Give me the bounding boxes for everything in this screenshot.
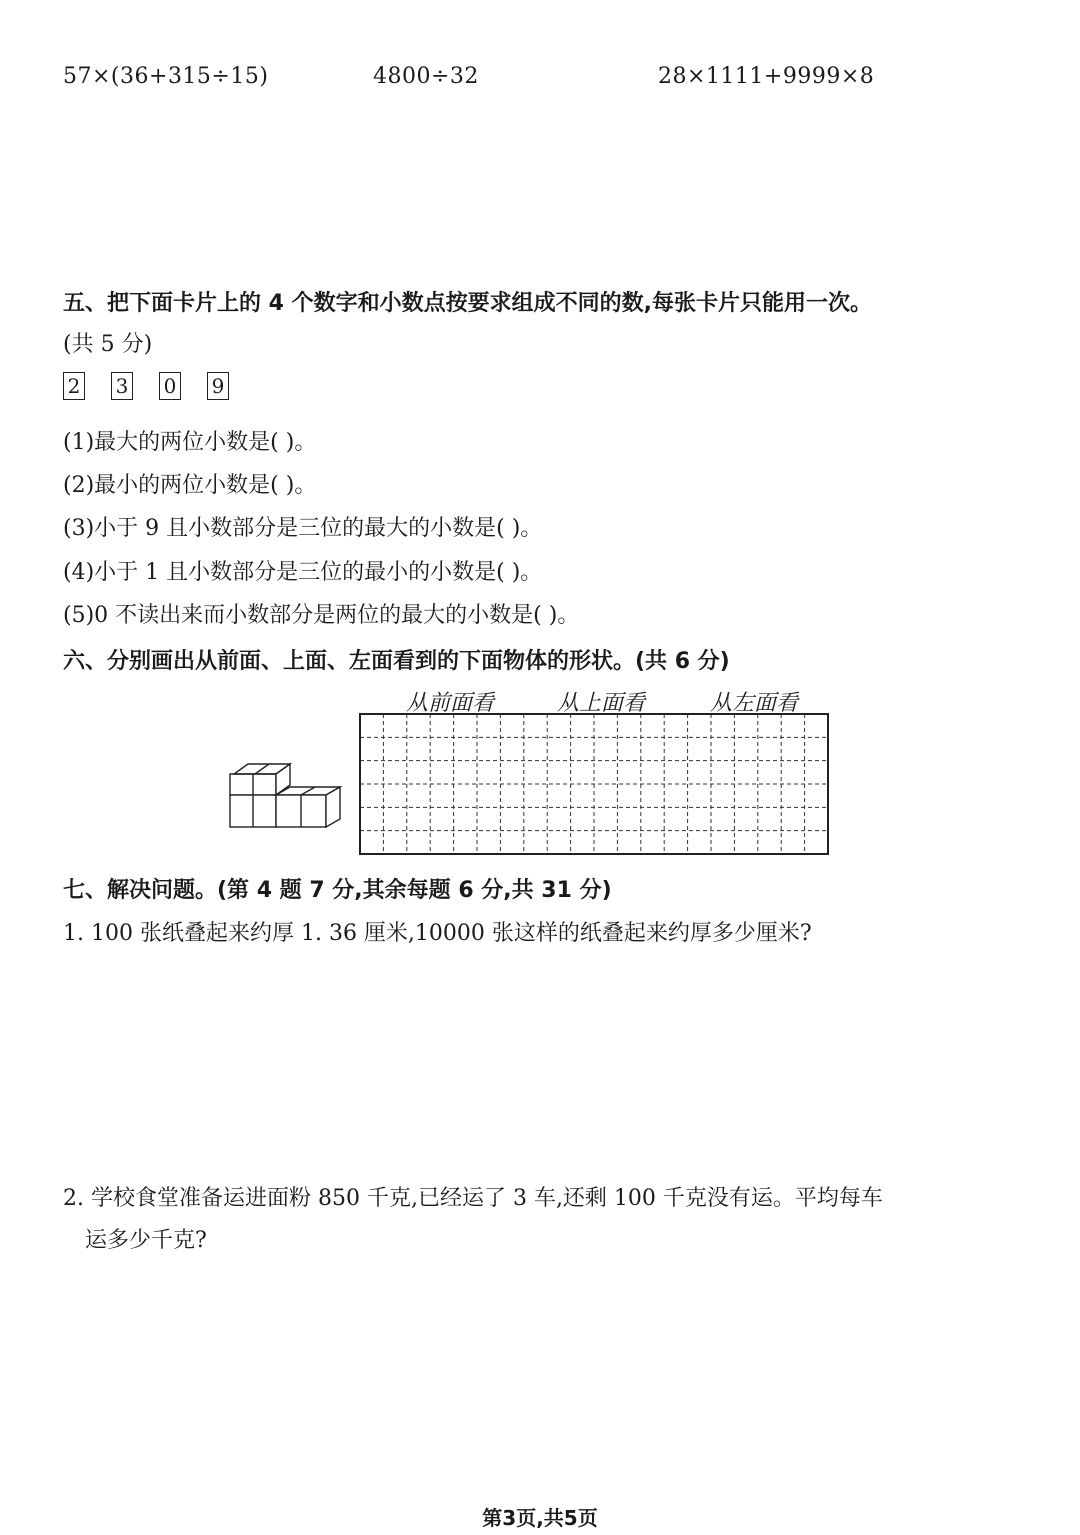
drawing-grid[interactable] (359, 713, 831, 857)
calc-problem-1: 57×(36+315÷15) (63, 64, 269, 89)
section7-title: 七、解决问题。(第 4 题 7 分,其余每题 6 分,共 31 分) (63, 878, 612, 903)
section5-title: 五、把下面卡片上的 4 个数字和小数点按要求组成不同的数,每张卡片只能用一次。 (63, 291, 872, 316)
section5-score: (共 5 分) (63, 332, 153, 357)
cube-object-figure (226, 762, 346, 832)
calc-problem-2: 4800÷32 (373, 64, 479, 89)
view-label-top: 从上面看 (557, 691, 646, 716)
section7-question-2-line2: 运多少千克? (85, 1228, 207, 1253)
digit-card: 2 (63, 372, 85, 400)
digit-card: 0 (159, 372, 181, 400)
section5-question-1: (1)最大的两位小数是( )。 (63, 430, 317, 455)
section5-question-3: (3)小于 9 且小数部分是三位的最大的小数是( )。 (63, 516, 543, 541)
digit-card: 3 (111, 372, 133, 400)
view-label-left: 从左面看 (710, 691, 799, 716)
section7-question-2-line1: 2. 学校食堂准备运进面粉 850 千克,已经运了 3 车,还剩 100 千克没有运。平均每车 (63, 1186, 883, 1211)
digit-card: 9 (207, 372, 229, 400)
section5-question-2: (2)最小的两位小数是( )。 (63, 473, 317, 498)
calc-problem-3: 28×1111+9999×8 (658, 64, 875, 89)
view-label-front: 从前面看 (406, 691, 495, 716)
section5-question-4: (4)小于 1 且小数部分是三位的最小的小数是( )。 (63, 560, 543, 585)
section6-title: 六、分别画出从前面、上面、左面看到的下面物体的形状。(共 6 分) (63, 649, 730, 674)
section7-question-1: 1. 100 张纸叠起来约厚 1. 36 厘米,10000 张这样的纸叠起来约厚多少厘米? (63, 921, 812, 946)
section5-question-5: (5)0 不读出来而小数部分是两位的最大的小数是( )。 (63, 603, 580, 628)
page-number: 第3页,共5页 (482, 1506, 598, 1530)
digit-cards (63, 372, 229, 400)
